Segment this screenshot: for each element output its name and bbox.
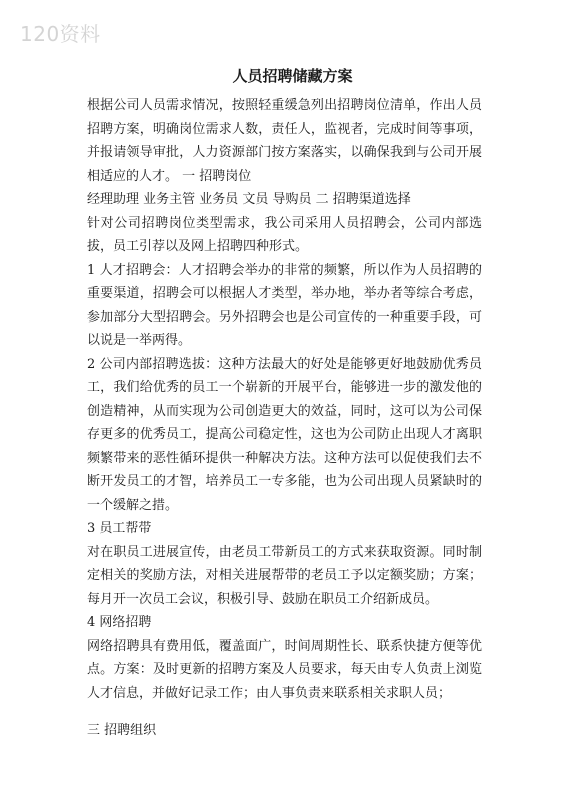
- paragraph-intro: 根据公司人员需求情况，按照轻重缓急列出招聘岗位清单，作出人员招聘方案，明确岗位需求人数，责任人，监视者，完成时间等事项，并报请领导审批，人力资源部门按方案落实，以确保我到与公司开展相适应的人才。 一 招聘岗位: [87, 98, 482, 184]
- heading-online: 4 网络招聘: [87, 615, 152, 630]
- paragraph-channels: 针对公司招聘岗位类型需求，我公司采用人员招聘会，公司内部选拔，员工引荐以及网上招聘四种形式。: [87, 215, 482, 254]
- heading-organization: 三 招聘组织: [87, 723, 157, 738]
- paragraph-online: 网络招聘具有费用低，覆盖面广，时间周期性长、联系快捷方便等优点。方案：及时更新的招聘方案及人员要求，每天由专人负责上浏览人才信息，并做好记录工作；由人事负责来联系相关求职人员；: [87, 638, 482, 701]
- document-body: [87, 66, 482, 743]
- paragraph-positions: 经理助理 业务主管 业务员 文员 导购员 二 招聘渠道选择: [87, 192, 411, 207]
- paragraph-job-fair: 1 人才招聘会：人才招聘会举办的非常的频繁，所以作为人员招聘的重要渠道，招聘会可以根据人才类型，举办地，举办者等综合考虑，参加部分大型招聘会。另外招聘会也是公司宣传的一种重要手段，可以说是一举两得。: [87, 262, 482, 348]
- heading-referral: 3 员工帮带: [87, 521, 152, 536]
- document-title: 人员招聘储藏方案: [232, 67, 353, 85]
- spacer: [87, 705, 482, 719]
- paragraph-internal: 2 公司内部招聘选拔：这种方法最大的好处是能够更好地鼓励优秀员工，我们给优秀的员工一个崭新的开展平台，能够进一步的激发他的创造精神，从而实现为公司创造更大的效益，同时，这可以为公司保存更多的优秀员工，提高公司稳定性，这也为公司防止出现人才离职频繁带来的恶性循环提供一种解决方法。这种方法可以促使我们去不断开发员工的才智，培养员工一专多能，也为公司出现人员紧缺时的一个缓解之措。: [87, 356, 482, 513]
- paragraph-referral: 对在职员工进展宣传，由老员工带新员工的方式来获取资源。同时制定相关的奖励方法，对相关进展帮带的老员工予以定额奖励；方案；每月开一次员工会议，积极引导、鼓励在职员工介绍新成员。: [87, 544, 482, 607]
- watermark: 120资料: [20, 22, 101, 46]
